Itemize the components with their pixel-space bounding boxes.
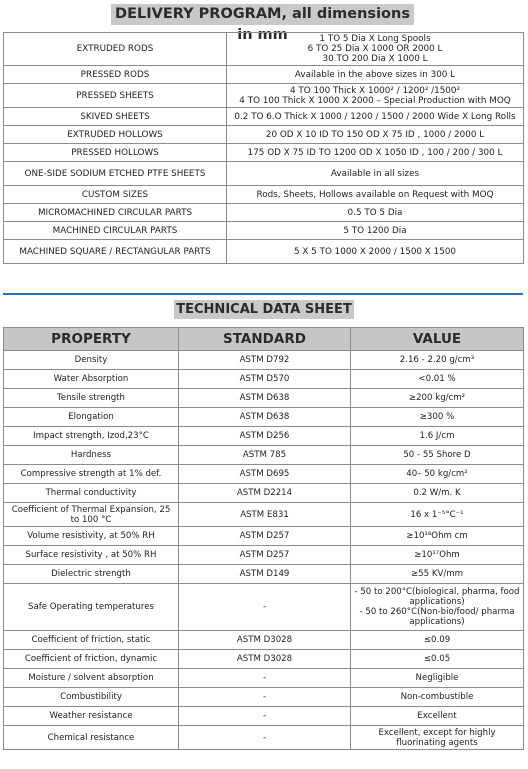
row-label: CUSTOM SIZES: [4, 186, 227, 204]
property-cell: Compressive strength at 1% def.: [4, 465, 179, 484]
standard-cell: ASTM D2214: [179, 484, 351, 503]
row-label: PRESSED SHEETS: [4, 84, 227, 108]
property-cell: Elongation: [4, 408, 179, 427]
row-label: MACHINED CIRCULAR PARTS: [4, 222, 227, 240]
standard-cell: ASTM D149: [179, 565, 351, 584]
row-value: 0.5 TO 5 Dia: [227, 204, 524, 222]
table-row: [4, 669, 524, 688]
table-row: [4, 162, 524, 186]
standard-cell: -: [179, 707, 351, 726]
table-row: [4, 370, 524, 389]
table-row: [4, 84, 524, 108]
row-value: Rods, Sheets, Hollows available on Request with MOQ: [227, 186, 524, 204]
standard-cell: ASTM D3028: [179, 631, 351, 650]
row-label: EXTRUDED HOLLOWS: [4, 126, 227, 144]
value-cell: 0.2 W/m. K: [351, 484, 524, 503]
property-cell: Coefficient of friction, static: [4, 631, 179, 650]
row-value: 1 TO 5 Dia X Long Spools 6 TO 25 Dia X 1000 OR 2000 L 30 TO 200 Dia X 1000 L: [227, 33, 524, 66]
standard-cell: ASTM D570: [179, 370, 351, 389]
property-cell: Density: [4, 351, 179, 370]
value-cell: <0.01 %: [351, 370, 524, 389]
value-cell: ≥10¹⁸Ohm cm: [351, 527, 524, 546]
row-label: SKIVED SHEETS: [4, 108, 227, 126]
value-cell: Excellent: [351, 707, 524, 726]
table-row: [4, 584, 524, 631]
standard-cell: ASTM D256: [179, 427, 351, 446]
standard-cell: ASTM D792: [179, 351, 351, 370]
property-cell: Chemical resistance: [4, 726, 179, 750]
table-row: [4, 446, 524, 465]
property-cell: Weather resistance: [4, 707, 179, 726]
row-value: 4 TO 100 Thick X 1000² / 1200² /1500² 4 TO 100 Thick X 1000 X 2000 – Special Production with MOQ: [227, 84, 524, 108]
standard-cell: -: [179, 688, 351, 707]
property-cell: Coefficient of Thermal Expansion, 25 to 100 °C: [4, 503, 179, 527]
table-row: [4, 565, 524, 584]
value-cell: 40– 50 kg/cm²: [351, 465, 524, 484]
property-cell: Safe Operating temperatures: [4, 584, 179, 631]
header-value: VALUE: [351, 328, 524, 351]
property-cell: Thermal conductivity: [4, 484, 179, 503]
row-value: 0.2 TO 6.O Thick X 1000 / 1200 / 1500 / 2000 Wide X Long Rolls: [227, 108, 524, 126]
standard-cell: ASTM 785: [179, 446, 351, 465]
row-label: MACHINED SQUARE / RECTANGULAR PARTS: [4, 240, 227, 264]
standard-cell: ASTM E831: [179, 503, 351, 527]
property-cell: Hardness: [4, 446, 179, 465]
standard-cell: ASTM D638: [179, 408, 351, 427]
value-cell: Negligible: [351, 669, 524, 688]
value-cell: ≥300 %: [351, 408, 524, 427]
table-row: [4, 186, 524, 204]
table-row: [4, 465, 524, 484]
table-row: [4, 389, 524, 408]
table-header-row: [4, 328, 524, 351]
row-value: 5 X 5 TO 1000 X 2000 / 1500 X 1500: [227, 240, 524, 264]
table-row: [4, 527, 524, 546]
row-label: PRESSED RODS: [4, 66, 227, 84]
table-row: [4, 408, 524, 427]
table-row: [4, 108, 524, 126]
table-row: [4, 484, 524, 503]
value-cell: - 50 to 200°C(biological, pharma, food applications) - 50 to 260°C(Non-bio/food/ pharma applications): [351, 584, 524, 631]
table-row: [4, 688, 524, 707]
header-standard: STANDARD: [179, 328, 351, 351]
row-label: ONE-SIDE SODIUM ETCHED PTFE SHEETS: [4, 162, 227, 186]
standard-cell: ASTM D257: [179, 546, 351, 565]
property-cell: Water Absorption: [4, 370, 179, 389]
value-cell: Excellent, except for highly fluorinating agents: [351, 726, 524, 750]
standard-cell: ASTM D3028: [179, 650, 351, 669]
table-row: [4, 126, 524, 144]
property-cell: Volume resistivity, at 50% RH: [4, 527, 179, 546]
row-label: PRESSED HOLLOWS: [4, 144, 227, 162]
standard-cell: -: [179, 584, 351, 631]
table-row: [4, 240, 524, 264]
table-row: [4, 144, 524, 162]
value-cell: ≤0.05: [351, 650, 524, 669]
value-cell: 1.6 J/cm: [351, 427, 524, 446]
standard-cell: ASTM D257: [179, 527, 351, 546]
table-row: [4, 33, 524, 66]
property-cell: Coefficient of friction, dynamic: [4, 650, 179, 669]
table-row: [4, 631, 524, 650]
value-cell: ≥200 kg/cm²: [351, 389, 524, 408]
property-cell: Surface resistivity , at 50% RH: [4, 546, 179, 565]
value-cell: ≤0.09: [351, 631, 524, 650]
value-cell: 50 - 55 Shore D: [351, 446, 524, 465]
table-row: [4, 351, 524, 370]
table-row: [4, 222, 524, 240]
value-cell: 16 x 1⁻⁵°C⁻¹: [351, 503, 524, 527]
property-cell: Impact strength, Izod,23°C: [4, 427, 179, 446]
property-cell: Moisture / solvent absorption: [4, 669, 179, 688]
value-cell: ≥10¹⁷Ohm: [351, 546, 524, 565]
standard-cell: -: [179, 669, 351, 688]
table-row: [4, 204, 524, 222]
standard-cell: ASTM D695: [179, 465, 351, 484]
property-cell: Dielectric strength: [4, 565, 179, 584]
technical-data-title: TECHNICAL DATA SHEET: [174, 300, 354, 319]
table-row: [4, 650, 524, 669]
row-value: 175 OD X 75 ID TO 1200 OD X 1050 ID , 100 / 200 / 300 L: [227, 144, 524, 162]
table-row: [4, 546, 524, 565]
value-cell: 2.16 - 2.20 g/cm³: [351, 351, 524, 370]
delivery-program-table: [3, 32, 524, 264]
row-value: 20 OD X 10 ID TO 150 OD X 75 ID , 1000 / 2000 L: [227, 126, 524, 144]
table-row: [4, 427, 524, 446]
property-cell: Tensile strength: [4, 389, 179, 408]
table-row: [4, 726, 524, 750]
row-value: Available in the above sizes in 300 L: [227, 66, 524, 84]
technical-data-table: [3, 327, 524, 750]
value-cell: ≥55 KV/mm: [351, 565, 524, 584]
property-cell: Combustibility: [4, 688, 179, 707]
value-cell: Non-combustible: [351, 688, 524, 707]
standard-cell: -: [179, 726, 351, 750]
row-value: Available in all sizes: [227, 162, 524, 186]
row-label: EXTRUDED RODS: [4, 33, 227, 66]
row-value: 5 TO 1200 Dia: [227, 222, 524, 240]
table-row: [4, 66, 524, 84]
header-property: PROPERTY: [4, 328, 179, 351]
table-row: [4, 503, 524, 527]
delivery-program-title: DELIVERY PROGRAM, all dimensions in mm: [111, 4, 414, 25]
row-label: MICROMACHINED CIRCULAR PARTS: [4, 204, 227, 222]
standard-cell: ASTM D638: [179, 389, 351, 408]
section-divider: [3, 293, 523, 295]
table-row: [4, 707, 524, 726]
